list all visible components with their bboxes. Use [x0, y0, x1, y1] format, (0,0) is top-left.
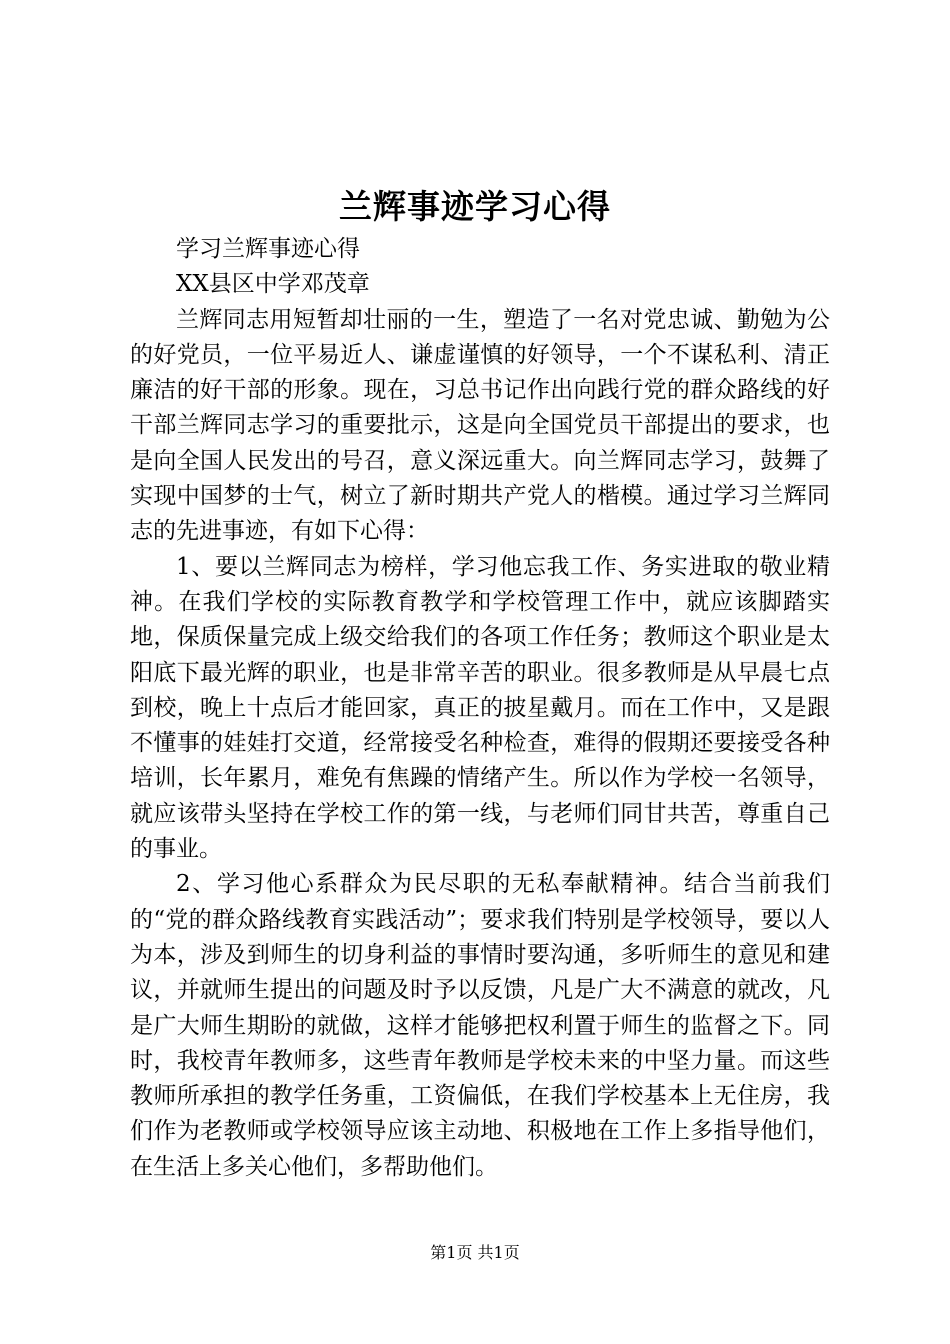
subtitle-line: 学习兰辉事迹心得: [176, 236, 360, 262]
paragraph-point-2: 2、学习他心系群众为民尽职的无私奉献精神。结合当前我们的“党的群众路线教育实践活动”；要求我们特别是学校领导，要以人为本，涉及到师生的切身利益的事情时要沟通，多听师生的意见和建议，并就师生提出的问题及时予以反馈，凡是广大不满意的就改，凡是广大师生期盼的就做，这样才能够把权利置于师生的监督之下。同时，我校青年教师多，这些青年教师是学校未来的中坚力量。而这些教师所承担的教学任务重，工资偏低，在我们学校基本上无住房，我们作为老教师或学校领导应该主动地、积极地在工作上多指导他们，在生活上多关心他们，多帮助他们。: [130, 871, 830, 1180]
page-footer: 第1页 共1页: [430, 1243, 520, 1262]
author-line: XX县区中学邓茂章: [176, 271, 370, 298]
document-body: [130, 232, 830, 1185]
paragraph-intro: 兰辉同志用短暂却壮丽的一生，塑造了一名对党忠诚、勤勉为公的好党员，一位平易近人、谦虚谨慎的好领导，一个不谋私利、清正廉洁的好干部的形象。现在，习总书记作出向践行党的群众路线的好干部兰辉同志学习的重要批示，这是向全国党员干部提出的要求，也是向全国人民发出的号召，意义深远重大。向兰辉同志学习，鼓舞了实现中国梦的士气，树立了新时期共产党人的楷模。通过学习兰辉同志的先进事迹，有如下心得：: [130, 306, 830, 545]
paragraph-point-1: 1、要以兰辉同志为榜样，学习他忘我工作、务实进取的敬业精神。在我们学校的实际教育教学和学校管理工作中，就应该脚踏实地，保质保量完成上级交给我们的各项工作任务；教师这个职业是太阳底下最光辉的职业，也是非常辛苦的职业。很多教师是从早晨七点到校，晚上十点后才能回家，真正的披星戴月。而在工作中，又是跟不懂事的娃娃打交道，经常接受名种检查，难得的假期还要接受各种培训，长年累月，难免有焦躁的情绪产生。所以作为学校一名领导，就应该带头坚持在学校工作的第一线，与老师们同甘共苦，尊重自己的事业。: [130, 553, 830, 863]
document-title: 兰辉事迹学习心得: [339, 187, 611, 226]
